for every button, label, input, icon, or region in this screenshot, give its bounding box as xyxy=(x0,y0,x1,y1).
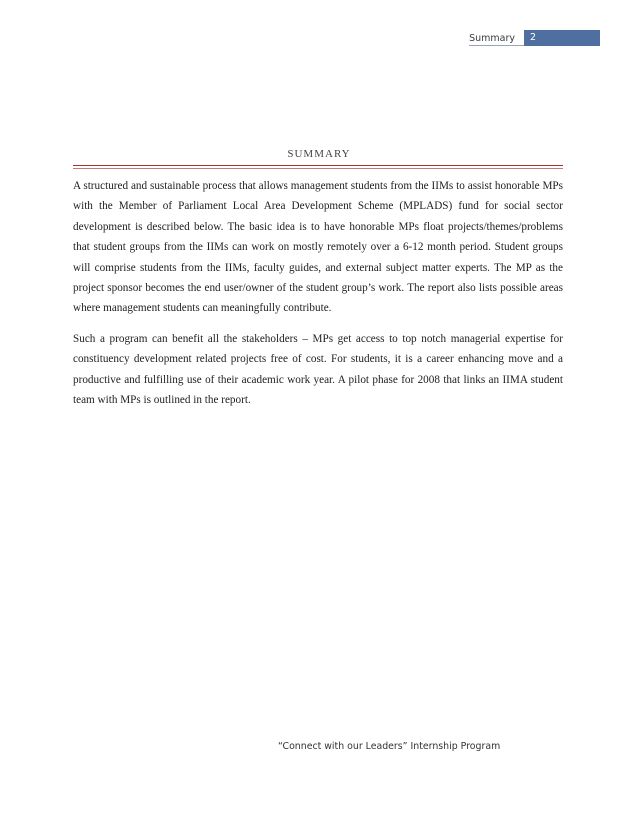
summary-body xyxy=(73,176,563,420)
summary-paragraph-2: Such a program can benefit all the stakeholders – MPs get access to top notch managerial expertise for constituency development related projects free of cost. For students, it is a career enhancing move and a productive and fulfilling use of their academic work year. A pilot phase for 2008 that links an IIMA student team with MPs is outlined in the report. xyxy=(73,332,563,407)
header-page-number: 2 xyxy=(524,30,600,46)
header-section-label: Summary xyxy=(469,30,524,46)
page-footer: “Connect with our Leaders” Internship Program xyxy=(278,741,501,752)
page-header xyxy=(469,30,600,46)
summary-paragraph-1: A structured and sustainable process that allows management students from the IIMs to assist honorable MPs with the Member of Parliament Local Area Development Scheme (MPLADS) fund for social sector development is described below. The basic idea is to have honorable MPs float projects/themes/problems that student groups from the IIMs can work on mostly remotely over a 6-12 month period. Student groups will comprise students from the IIMs, faculty guides, and external subject matter experts. The MP as the project sponsor becomes the end user/owner of the student group’s work. The report also lists possible areas where management students can meaningfully contribute. xyxy=(73,180,563,315)
title-divider xyxy=(73,165,563,166)
title-divider-secondary xyxy=(73,168,563,169)
page-title: SUMMARY xyxy=(287,148,351,160)
